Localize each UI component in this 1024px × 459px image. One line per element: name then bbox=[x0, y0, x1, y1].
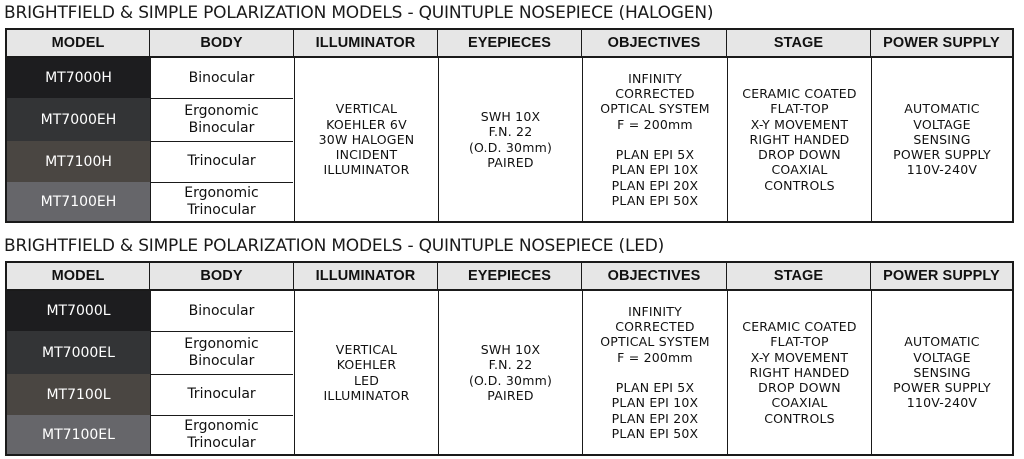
header-illuminator: ILLUMINATOR bbox=[294, 30, 438, 56]
header-power-supply: POWER SUPPLY bbox=[871, 30, 1012, 56]
body-cell: Trinocular bbox=[187, 386, 256, 402]
section-title-led: BRIGHTFIELD & SIMPLE POLARIZATION MODELS - QUINTUPLE NOSEPIECE (LED) bbox=[4, 236, 665, 256]
model-cell: MT7000H bbox=[7, 58, 150, 98]
header-model: MODEL bbox=[7, 30, 150, 56]
section-title-halogen: BRIGHTFIELD & SIMPLE POLARIZATION MODELS - QUINTUPLE NOSEPIECE (HALOGEN) bbox=[4, 3, 714, 23]
row-divider bbox=[150, 98, 293, 99]
body-cell: Binocular bbox=[188, 69, 255, 86]
spec-table-led bbox=[5, 261, 1014, 456]
objectives-cell: INFINITY CORRECTED OPTICAL SYSTEM F = 200mm PLAN EPI 5X PLAN EPI 10X PLAN EPI 20X PLAN EPI 50X bbox=[600, 304, 710, 441]
model-cell: MT7000EH bbox=[7, 98, 150, 141]
header-body: BODY bbox=[150, 30, 294, 56]
header-body: BODY bbox=[150, 263, 294, 289]
model-cell: MT7100EH bbox=[7, 182, 150, 221]
body-cell: Ergonomic Trinocular bbox=[184, 184, 259, 218]
stage-cell: CERAMIC COATED FLAT-TOP X-Y MOVEMENT RIGHT HANDED DROP DOWN COAXIAL CONTROLS bbox=[742, 86, 857, 193]
objectives-cell: INFINITY CORRECTED OPTICAL SYSTEM F = 200mm PLAN EPI 5X PLAN EPI 10X PLAN EPI 20X PLAN EPI 50X bbox=[600, 71, 710, 208]
header-stage: STAGE bbox=[727, 30, 871, 56]
header-illuminator: ILLUMINATOR bbox=[294, 263, 438, 289]
row-divider bbox=[150, 182, 293, 183]
header-eyepieces: EYEPIECES bbox=[438, 263, 582, 289]
header-eyepieces: EYEPIECES bbox=[438, 30, 582, 56]
header-model: MODEL bbox=[7, 263, 150, 289]
header-power-supply: POWER SUPPLY bbox=[871, 263, 1012, 289]
eyepieces-cell: SWH 10X F.N. 22 (O.D. 30mm) PAIRED bbox=[468, 342, 553, 403]
column-divider bbox=[150, 56, 151, 221]
body-cell: Trinocular bbox=[187, 153, 256, 169]
illuminator-cell: VERTICAL KOEHLER 6V 30W HALOGEN INCIDENT ILLUMINATOR bbox=[318, 101, 415, 178]
model-cell: MT7000EL bbox=[7, 331, 150, 374]
row-divider bbox=[150, 141, 293, 142]
illuminator-cell: VERTICAL KOEHLER LED ILLUMINATOR bbox=[323, 342, 410, 403]
power-supply-cell: AUTOMATIC VOLTAGE SENSING POWER SUPPLY 110V-240V bbox=[893, 101, 991, 178]
header-objectives: OBJECTIVES bbox=[582, 263, 727, 289]
body-cell: Ergonomic Binocular bbox=[184, 102, 259, 136]
eyepieces-cell: SWH 10X F.N. 22 (O.D. 30mm) PAIRED bbox=[468, 109, 553, 170]
model-cell: MT7100EL bbox=[7, 415, 150, 454]
model-cell: MT7100L bbox=[7, 374, 150, 415]
spec-table-halogen bbox=[5, 28, 1014, 223]
column-divider bbox=[150, 289, 151, 454]
header-objectives: OBJECTIVES bbox=[582, 30, 727, 56]
body-cell: Binocular bbox=[188, 302, 255, 319]
power-supply-cell: AUTOMATIC VOLTAGE SENSING POWER SUPPLY 110V-240V bbox=[893, 334, 991, 411]
stage-cell: CERAMIC COATED FLAT-TOP X-Y MOVEMENT RIGHT HANDED DROP DOWN COAXIAL CONTROLS bbox=[742, 319, 857, 426]
row-divider bbox=[150, 415, 293, 416]
row-divider bbox=[150, 331, 293, 332]
model-cell: MT7100H bbox=[7, 141, 150, 182]
model-cell: MT7000L bbox=[7, 291, 150, 331]
body-cell: Ergonomic Trinocular bbox=[184, 417, 259, 451]
body-cell: Ergonomic Binocular bbox=[184, 335, 259, 369]
row-divider bbox=[150, 374, 293, 375]
header-stage: STAGE bbox=[727, 263, 871, 289]
